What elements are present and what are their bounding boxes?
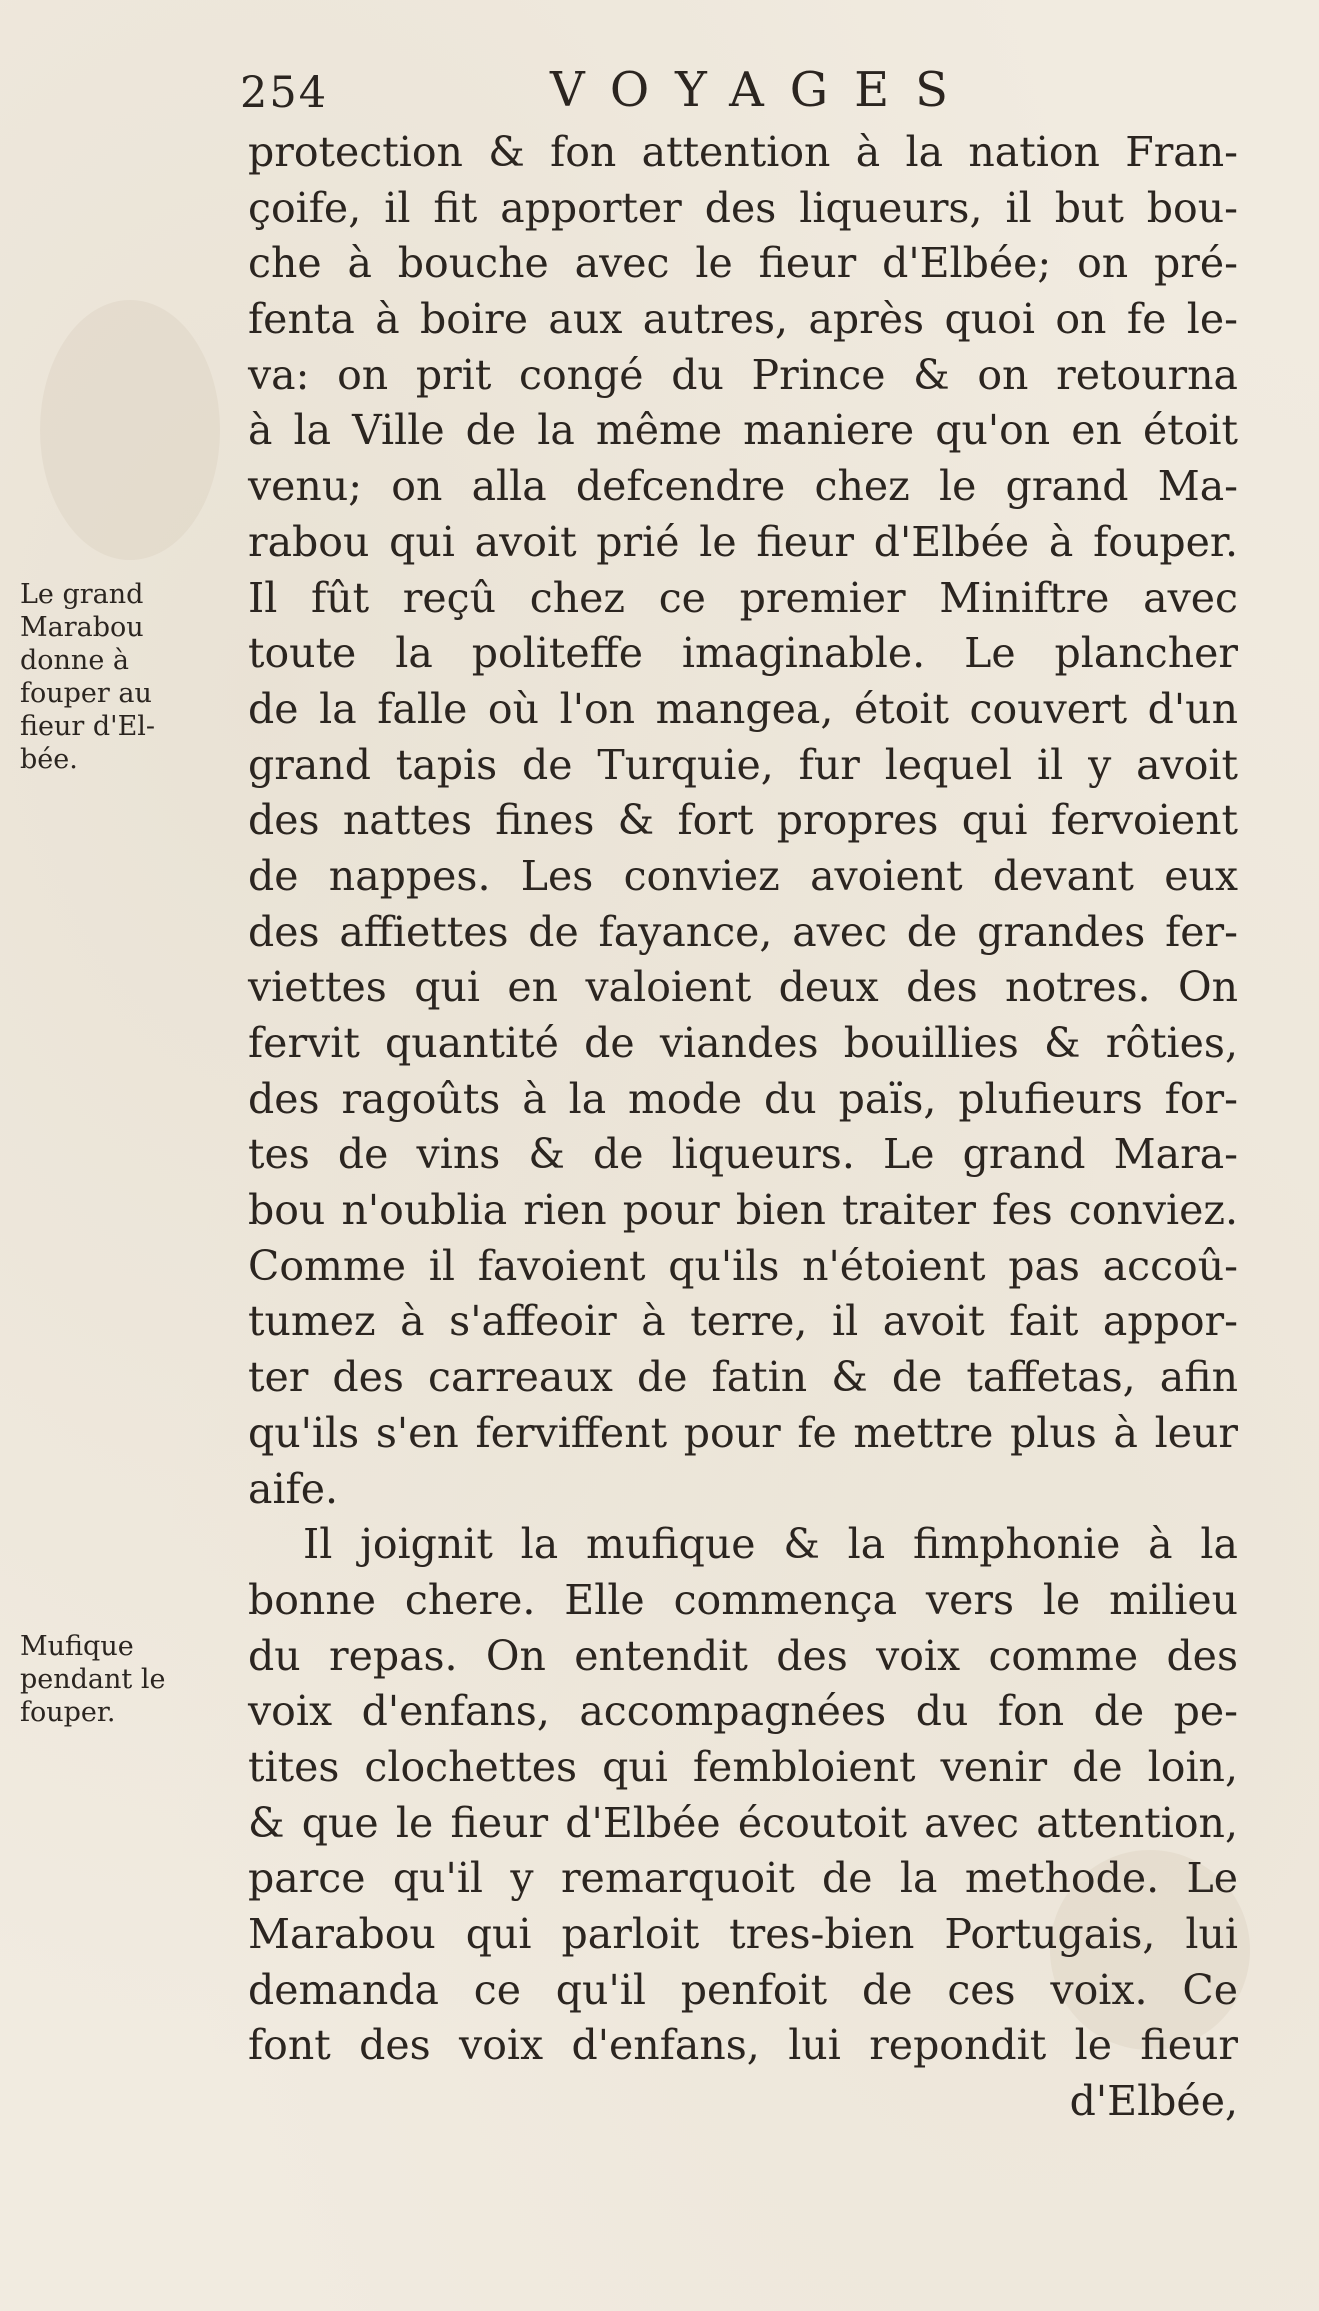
margin-note-line: bée. bbox=[20, 744, 78, 775]
page-number: 254 bbox=[240, 68, 329, 118]
text-line: ter des carreaux de fatin & de taffetas, afin bbox=[248, 1353, 1238, 1402]
text-line: de la falle où l'on mangea, étoit couvert d'un bbox=[248, 684, 1238, 733]
margin-note-line: Marabou bbox=[20, 612, 144, 643]
text-line: tumez à s'affeoir à terre, il avoit fait appor- bbox=[248, 1297, 1238, 1346]
catchword: d'Elbée, bbox=[1069, 2077, 1238, 2126]
running-title: VOYAGES bbox=[550, 62, 975, 118]
text-line: du repas. On entendit des voix comme des bbox=[248, 1631, 1238, 1680]
text-line: Il joignit la mufique & la fimphonie à la bbox=[303, 1520, 1238, 1569]
margin-note-line: fouper au bbox=[20, 678, 152, 709]
text-line: che à bouche avec le fieur d'Elbée; on pré- bbox=[248, 239, 1238, 288]
text-line: tites clochettes qui fembloient venir de loin, bbox=[248, 1742, 1238, 1791]
text-line: bou n'oublia rien pour bien traiter fes conviez. bbox=[248, 1186, 1238, 1235]
text-line: demanda ce qu'il penfoit de ces voix. Ce bbox=[248, 1965, 1238, 2014]
text-line: fenta à boire aux autres, après quoi on fe le- bbox=[248, 295, 1238, 344]
text-line: qu'ils s'en ferviffent pour fe mettre plus à leur bbox=[248, 1408, 1238, 1457]
text-line: font des voix d'enfans, lui repondit le fieur bbox=[248, 2021, 1238, 2070]
text-line: parce qu'il y remarquoit de la methode. Le bbox=[248, 1854, 1238, 1903]
body-text bbox=[248, 125, 1238, 2130]
text-line: viettes qui en valoient deux des notres. On bbox=[248, 963, 1238, 1012]
text-line: protection & fon attention à la nation Fran- bbox=[248, 128, 1238, 176]
text-line: Marabou qui parloit tres-bien Portugais, lui bbox=[248, 1910, 1238, 1958]
margin-note-musique bbox=[20, 1630, 230, 1729]
margin-note-line: donne à bbox=[20, 645, 129, 676]
text-line: & que le fieur d'Elbée écoutoit avec attention, bbox=[248, 1798, 1238, 1847]
text-line: Il fût reçû chez ce premier Miniftre avec bbox=[248, 573, 1238, 622]
text-line: voix d'enfans, accompagnées du fon de pe- bbox=[248, 1687, 1238, 1736]
text-line: tes de vins & de liqueurs. Le grand Mara- bbox=[248, 1130, 1238, 1179]
text-line: des nattes fines & fort propres qui fervoient bbox=[248, 796, 1238, 845]
text-line: Comme il favoient qu'ils n'étoient pas accoû- bbox=[248, 1241, 1238, 1290]
text-line: aife. bbox=[248, 1464, 339, 1513]
text-line: des ragoûts à la mode du païs, plufieurs for- bbox=[248, 1074, 1238, 1123]
text-line: bonne chere. Elle commença vers le milieu bbox=[248, 1575, 1238, 1624]
margin-note-line: pendant le bbox=[20, 1664, 166, 1695]
margin-note-line: Mufique bbox=[20, 1631, 134, 1662]
text-line: va: on prit congé du Prince & on retourna bbox=[248, 350, 1238, 399]
text-line: toute la politeffe imaginable. Le plancher bbox=[248, 629, 1238, 678]
text-line: grand tapis de Turquie, fur lequel il y avoit bbox=[248, 740, 1238, 789]
text-line: fervit quantité de viandes bouillies & rôties, bbox=[248, 1019, 1238, 1067]
margin-note-line: fieur d'El- bbox=[20, 711, 156, 742]
paper-stain bbox=[40, 300, 220, 560]
text-line: de nappes. Les conviez avoient devant eux bbox=[248, 851, 1238, 900]
text-line: des affiettes de fayance, avec de grandes fer- bbox=[248, 907, 1238, 956]
margin-note-line: fouper. bbox=[20, 1697, 116, 1728]
text-line: rabou qui avoit prié le fieur d'Elbée à fouper. bbox=[248, 517, 1238, 566]
text-line: çoife, il fit apporter des liqueurs, il but bou- bbox=[248, 183, 1238, 232]
text-line: venu; on alla defcendre chez le grand Ma- bbox=[248, 462, 1238, 511]
text-line: à la Ville de la même maniere qu'on en étoit bbox=[248, 406, 1238, 455]
margin-note-grand-marabou bbox=[20, 578, 230, 776]
margin-note-line: Le grand bbox=[20, 579, 144, 610]
